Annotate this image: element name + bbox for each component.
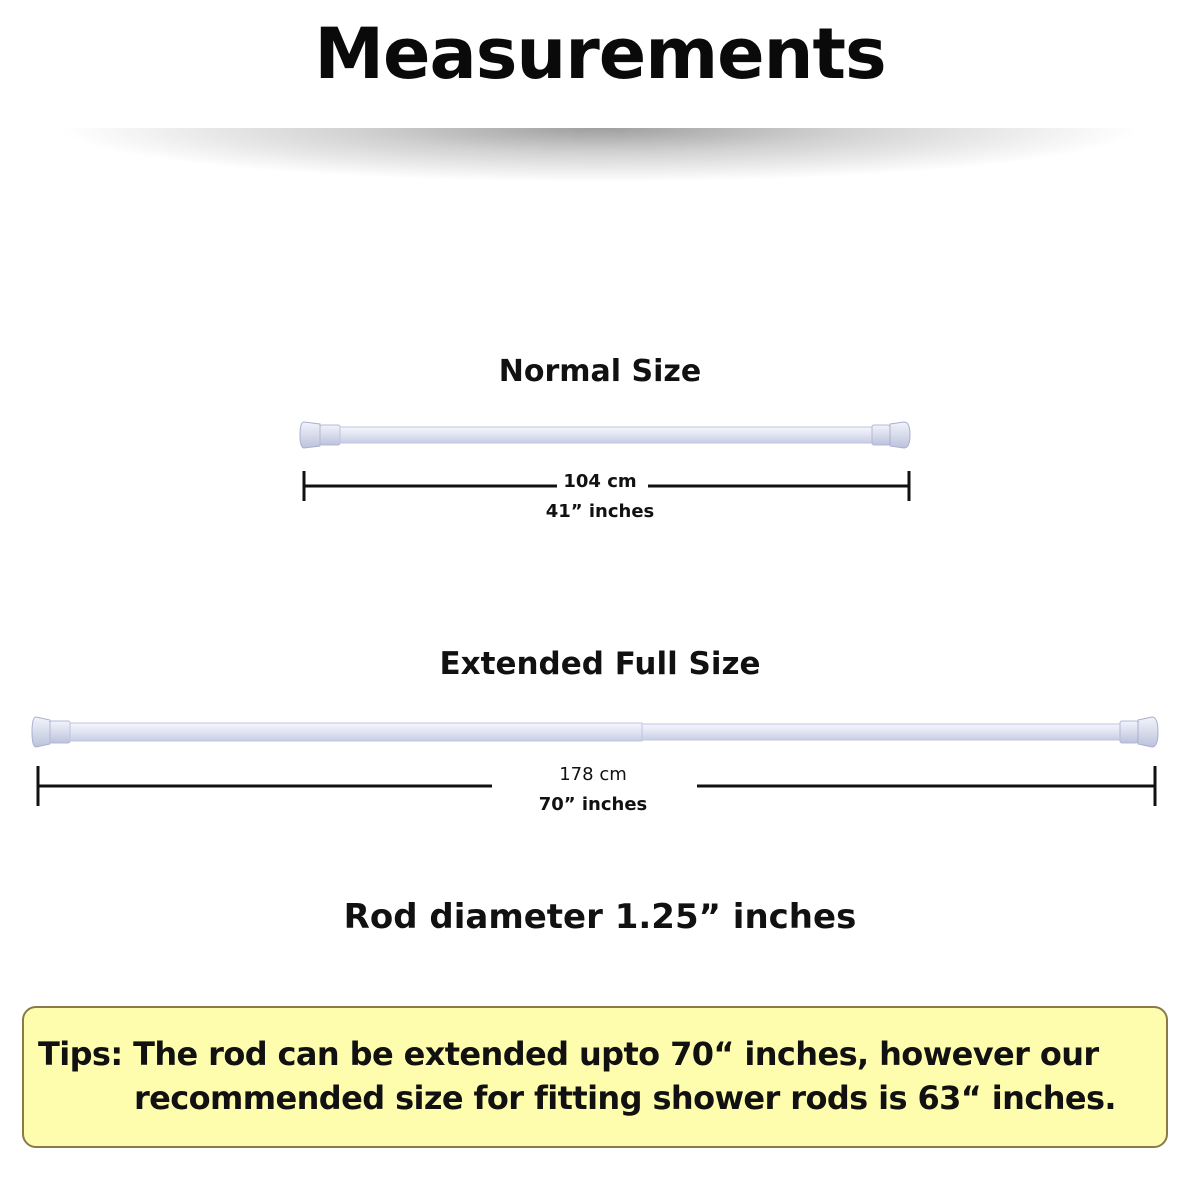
tips-line-1: Tips: The rod can be extended upto 70“ inches, however our <box>38 1035 1099 1073</box>
rod-end-cap-left <box>32 717 50 747</box>
normal-dimension-label <box>500 470 700 524</box>
extended-inches-value: 70” inches <box>538 794 648 815</box>
page-title: Measurements <box>314 13 886 95</box>
rod-end-cap-left <box>300 422 320 448</box>
title-shadow <box>60 128 1140 218</box>
rod-collar-left <box>50 721 70 743</box>
rod-body-inner <box>642 724 1120 740</box>
extended-rod-image <box>26 705 1176 757</box>
extended-size-heading: Extended Full Size <box>439 646 761 682</box>
normal-inches-value: 41” inches <box>545 501 655 522</box>
tips-box <box>22 1006 1168 1148</box>
normal-size-heading: Normal Size <box>498 354 702 389</box>
normal-rod-image <box>290 410 920 460</box>
rod-body-outer <box>70 723 642 741</box>
extended-cm-value: 178 cm <box>559 764 627 785</box>
rod-collar-right <box>1120 721 1138 743</box>
extended-dimension-label <box>493 763 693 817</box>
rod-body <box>340 427 872 443</box>
rod-end-cap-right <box>1138 717 1158 747</box>
normal-cm-value: 104 cm <box>563 471 637 492</box>
rod-collar-left <box>320 425 340 445</box>
rod-end-cap-right <box>890 422 910 448</box>
rod-diameter-text: Rod diameter 1.25” inches <box>343 897 857 937</box>
tips-line-2: recommended size for fitting shower rods is 63“ inches. <box>134 1079 1116 1117</box>
rod-collar-right <box>872 425 890 445</box>
